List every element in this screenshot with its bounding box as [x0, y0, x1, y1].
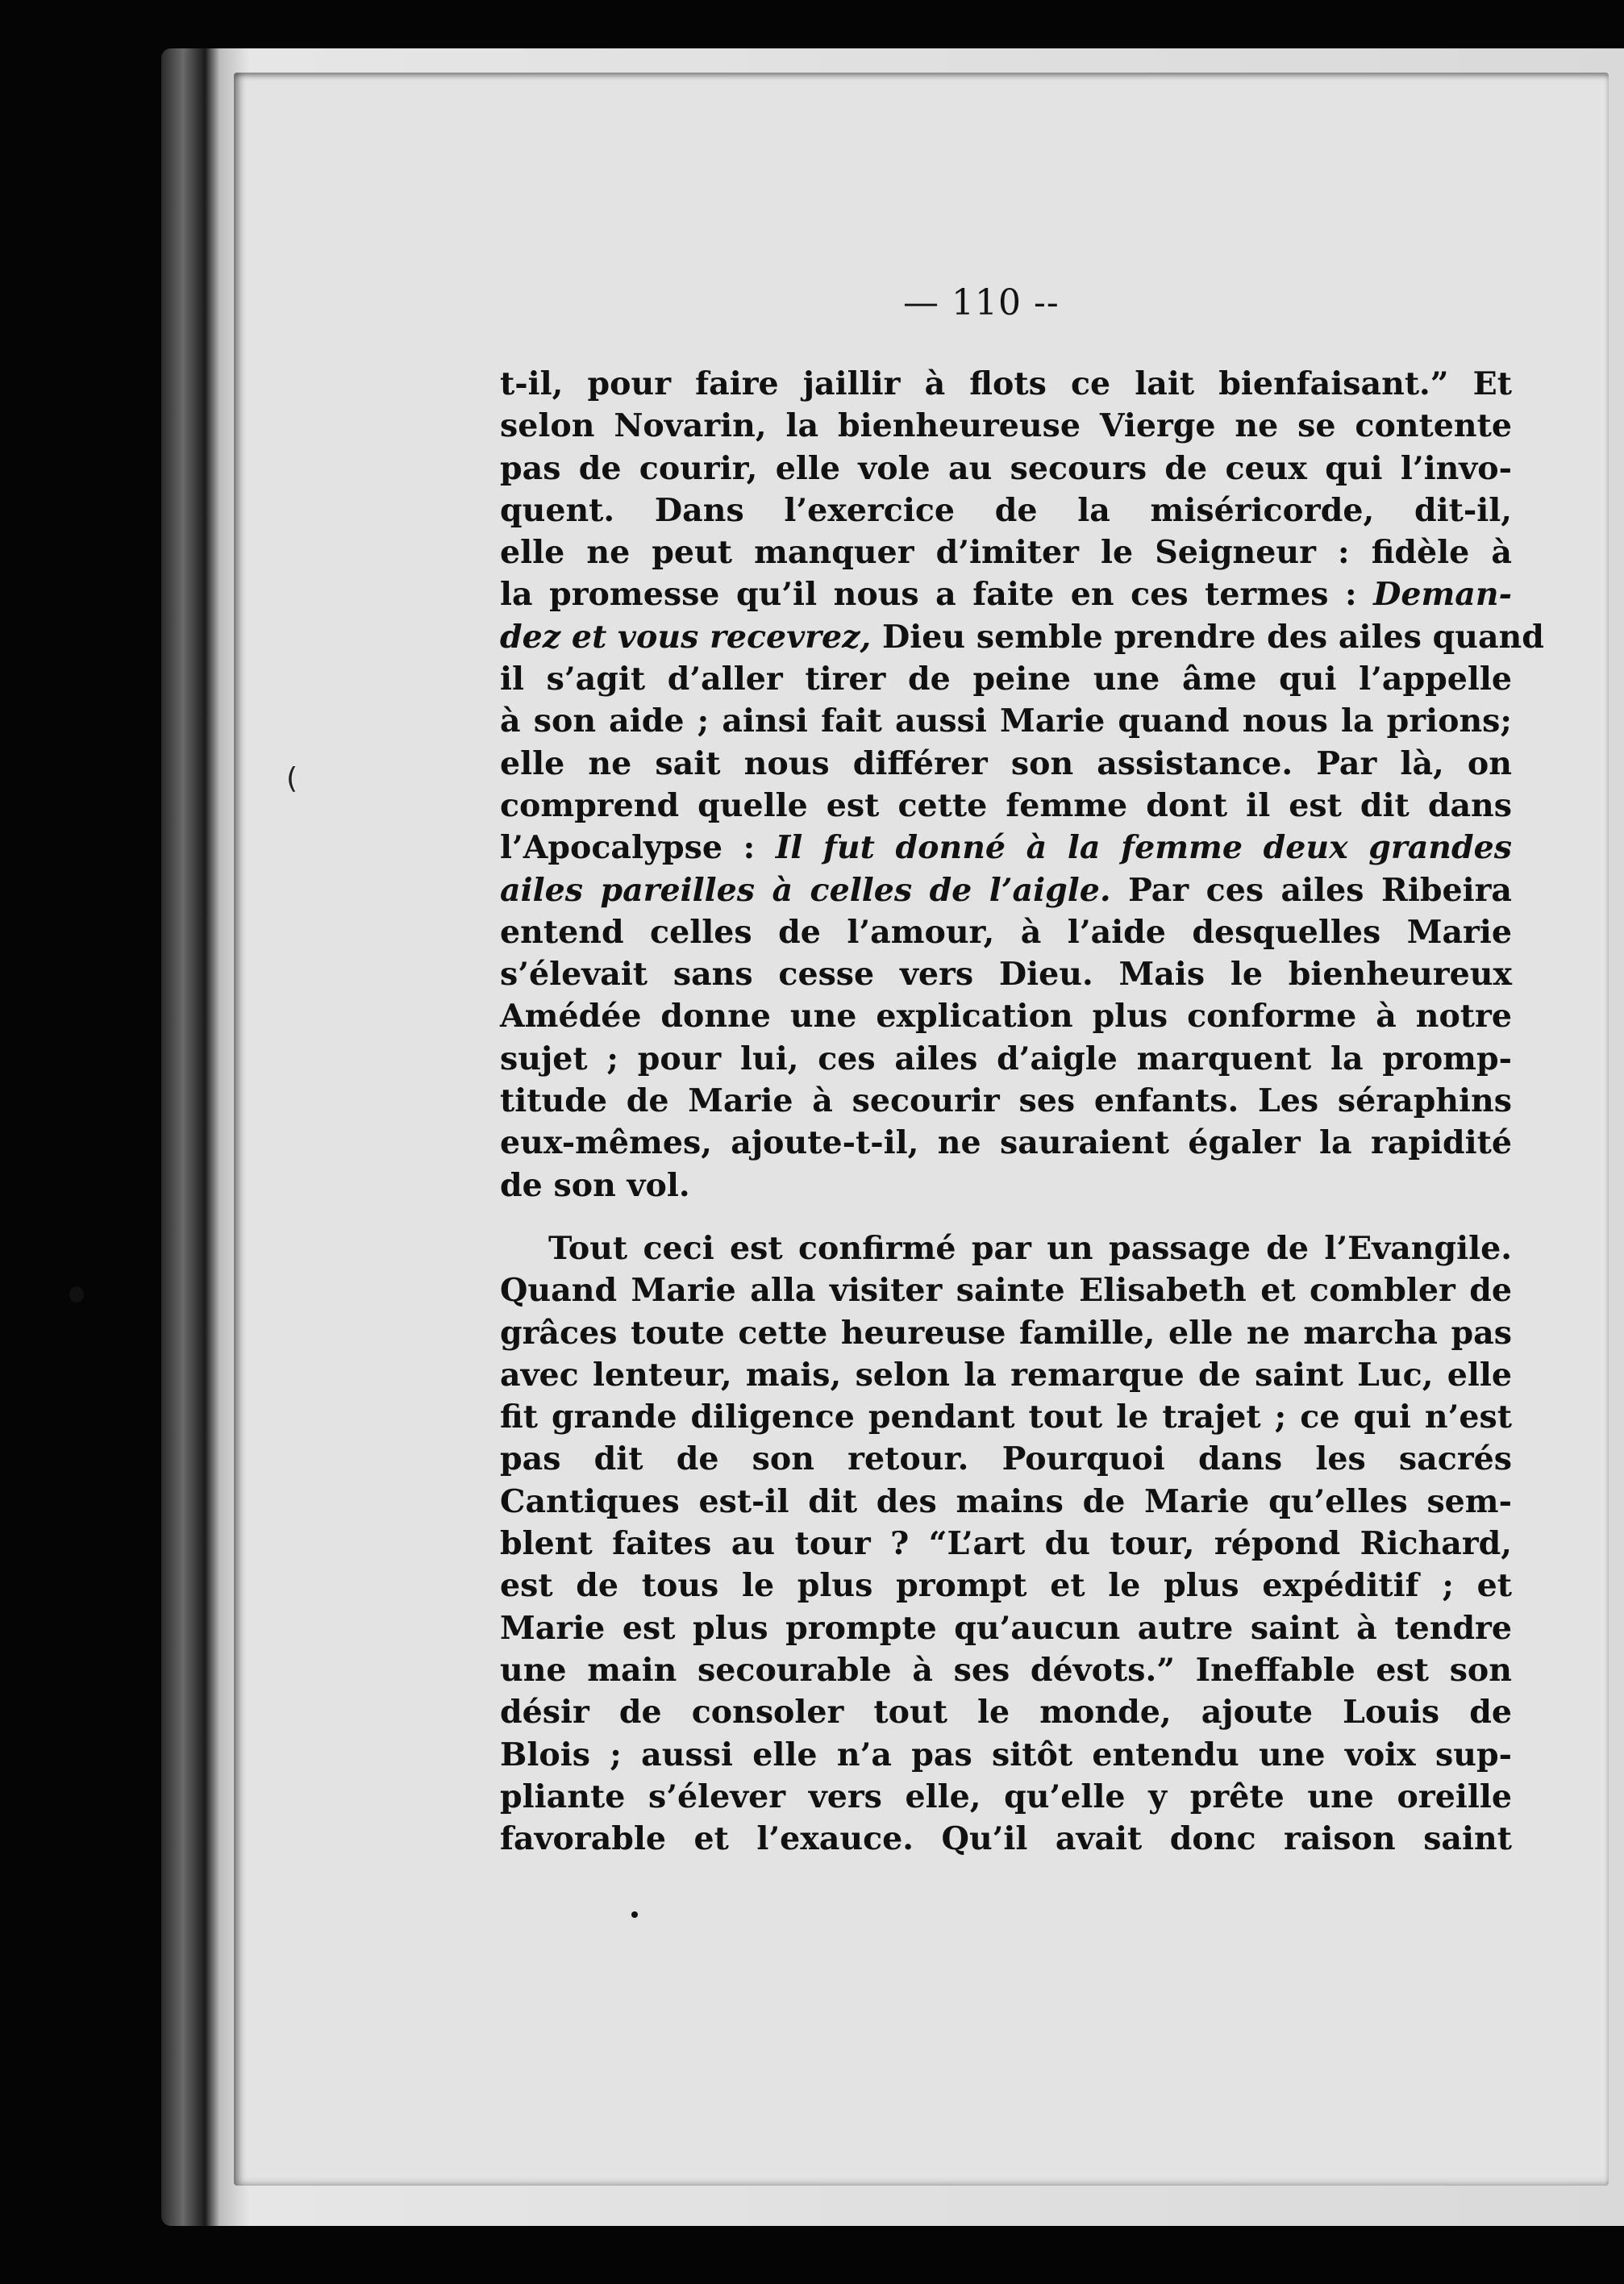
paragraph-2 [500, 1227, 1512, 1860]
text-line: entend celles de l’amour, à l’aide desquelles Marie [500, 913, 1512, 951]
text-line: pliante s’élever vers elle, qu’elle y prête une oreille [500, 1778, 1512, 1815]
text-line: avec lenteur, mais, selon la remarque de saint Luc, elle [500, 1356, 1512, 1394]
italic-segment: dez et vous recevrez, [500, 618, 872, 656]
text-line: Blois ; aussi elle n’a pas sitôt entendu une voix sup- [500, 1736, 1512, 1773]
page-number: — 110 -- [903, 282, 1060, 323]
italic-segment: Deman- [1373, 576, 1512, 614]
text-line: fit grande diligence pendant tout le trajet ; ce qui n’est [500, 1398, 1512, 1436]
text-line: de son vol. [500, 1166, 690, 1204]
text-line: selon Novarin, la bienheureuse Vierge ne se contente [500, 407, 1512, 445]
page-body [500, 363, 1544, 1860]
text-segment: la promesse qu’il nous a faite en ces termes : [500, 576, 1374, 614]
text-line: t-il, pour faire jaillir à flots ce lait bienfaisant.” Et [500, 365, 1512, 402]
italic-segment: ailes pareilles à celles de l’aigle. [500, 871, 1111, 909]
text-line: pas dit de son retour. Pourquoi dans les sacrés [500, 1440, 1512, 1478]
italic-segment: Il fut donné à la femme deux grandes [775, 829, 1512, 867]
text-line: sujet ; pour lui, ces ailes d’aigle marquent la promp- [500, 1040, 1512, 1077]
text-line: quent. Dans l’exercice de la miséricorde, dit-il, [500, 491, 1512, 529]
text-line: une main secourable à ses dévots.” Ineffable est son [500, 1651, 1512, 1689]
text-line [500, 827, 1512, 869]
text-line: titude de Marie à secourir ses enfants. Les séraphins [500, 1082, 1512, 1120]
text-line: Quand Marie alla visiter sainte Elisabeth et combler de [500, 1272, 1512, 1310]
text-line [500, 573, 1512, 615]
text-line: Amédée donne une explication plus conforme à notre [500, 998, 1512, 1036]
text-line: pas de courir, elle vole au secours de ceux qui l’invo- [500, 449, 1512, 487]
ink-speck [631, 1911, 638, 1918]
text-line [500, 869, 1512, 911]
text-line: désir de consoler tout le monde, ajoute Louis de [500, 1694, 1512, 1732]
paragraph-gap [500, 1207, 1512, 1227]
text-line: elle ne sait nous différer son assistance. Par là, on [500, 744, 1512, 782]
text-line: favorable et l’exauce. Qu’il avait donc raison saint [500, 1820, 1512, 1858]
text-line: est de tous le plus prompt et le plus expéditif ; et [500, 1567, 1512, 1605]
text-segment: Par ces ailes Ribeira [1110, 871, 1512, 909]
text-line [500, 616, 1544, 658]
text-segment: Dieu semble prendre des ailes quand [871, 618, 1544, 656]
text-line: s’élevait sans cesse vers Dieu. Mais le bienheureux [500, 956, 1512, 994]
ink-speck [69, 1286, 84, 1302]
text-line: blent faites au tour ? “L’art du tour, répond Richard, [500, 1525, 1512, 1563]
text-line: Marie est plus prompte qu’aucun autre saint à tendre [500, 1609, 1512, 1647]
text-line: grâces toute cette heureuse famille, elle ne marcha pas [500, 1314, 1512, 1352]
text-line: Tout ceci est confirmé par un passage de l’Evangile. [548, 1229, 1512, 1267]
margin-mark: ( [286, 762, 298, 795]
text-line: Cantiques est-il dit des mains de Marie qu’elles sem- [500, 1482, 1512, 1520]
text-line: eux-mêmes, ajoute-t-il, ne sauraient égaler la rapidité [500, 1124, 1512, 1162]
text-line: il s’agit d’aller tirer de peine une âme qui l’appelle [500, 661, 1512, 698]
text-line: à son aide ; ainsi fait aussi Marie quand nous la prions; [500, 702, 1512, 740]
paragraph-1 [500, 363, 1544, 1207]
text-segment: l’Apocalypse : [500, 829, 776, 867]
text-line: comprend quelle est cette femme dont il est dit dans [500, 786, 1512, 824]
text-line: elle ne peut manquer d’imiter le Seigneur : fidèle à [500, 534, 1512, 572]
